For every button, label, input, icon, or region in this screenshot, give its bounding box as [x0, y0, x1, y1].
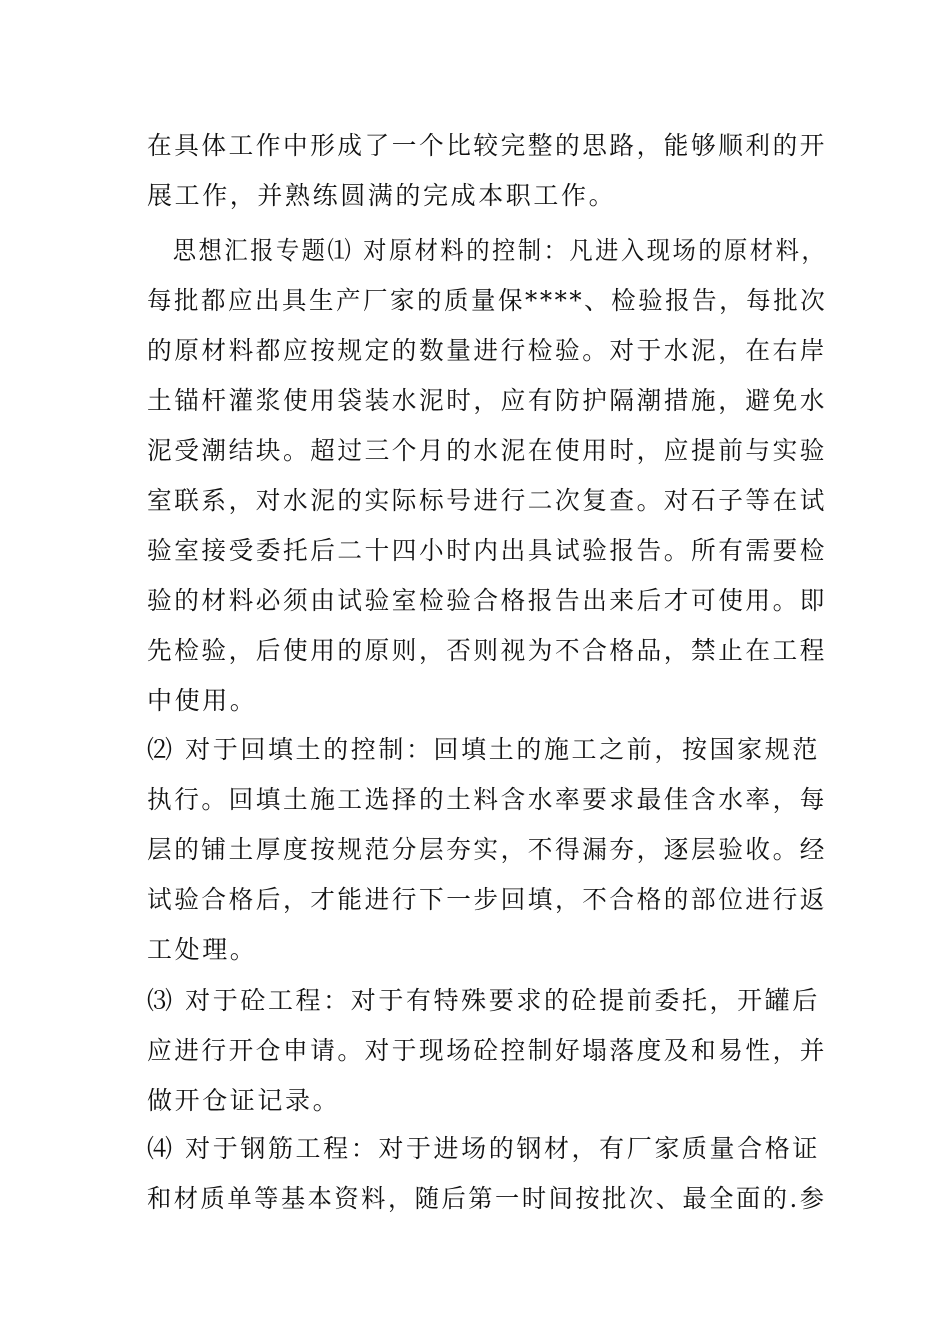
text-line: 验的材料必须由试验室检验合格报告出来后才可使用。即 [147, 586, 828, 615]
text-line: 试验合格后，才能进行下一步回填，不合格的部位进行返 [147, 885, 828, 914]
text-line: 验室接受委托后二十四小时内出具试验报告。所有需要检 [147, 536, 828, 565]
text-line: 展工作，并熟练圆满的完成本职工作。 [147, 181, 617, 210]
text-line: ⑷ 对于钢筋工程：对于进场的钢材，有厂家质量合格证 [147, 1134, 820, 1163]
text-line: 泥受潮结块。超过三个月的水泥在使用时，应提前与实验 [147, 436, 828, 465]
text-line: 的原材料都应按规定的数量进行检验。对于水泥，在右岸 [147, 336, 828, 365]
text-line: 土锚杆灌浆使用袋装水泥时，应有防护隔潮措施，避免水 [147, 386, 828, 415]
paragraph-rebar [147, 1124, 827, 1224]
text-line: 先检验，后使用的原则，否则视为不合格品，禁止在工程 [147, 636, 828, 665]
text-line: ⑶ 对于砼工程：对于有特殊要求的砼提前委托，开罐后 [147, 986, 820, 1015]
text-line: 执行。回填土施工选择的土料含水率要求最佳含水率，每 [147, 785, 828, 814]
text-line: 应进行开仓申请。对于现场砼控制好塌落度及和易性，并 [147, 1036, 828, 1065]
text-line: 室联系，对水泥的实际标号进行二次复查。对石子等在试 [147, 486, 828, 515]
text-line: 层的铺土厚度按规范分层夯实，不得漏夯，逐层验收。经 [147, 835, 828, 864]
text-line: 工处理。 [147, 935, 258, 964]
text-line: 在具体工作中形成了一个比较完整的思路，能够顺利的开 [147, 131, 828, 160]
paragraph-raw-materials [147, 226, 828, 726]
paragraph-concrete [147, 976, 828, 1126]
text-line: 中使用。 [147, 686, 258, 715]
text-line: 和材质单等基本资料，随后第一时间按批次、最全面的.参 [147, 1184, 827, 1213]
paragraph-intro [147, 121, 828, 221]
text-line: 做开仓证记录。 [147, 1086, 341, 1115]
paragraph-backfill [147, 725, 828, 975]
text-line: ⑵ 对于回填土的控制：回填土的施工之前，按国家规范 [147, 735, 820, 764]
text-line: 思想汇报专题⑴ 对原材料的控制：凡进入现场的原材料， [147, 236, 828, 265]
text-line: 每批都应出具生产厂家的质量保****、检验报告，每批次 [147, 286, 828, 315]
